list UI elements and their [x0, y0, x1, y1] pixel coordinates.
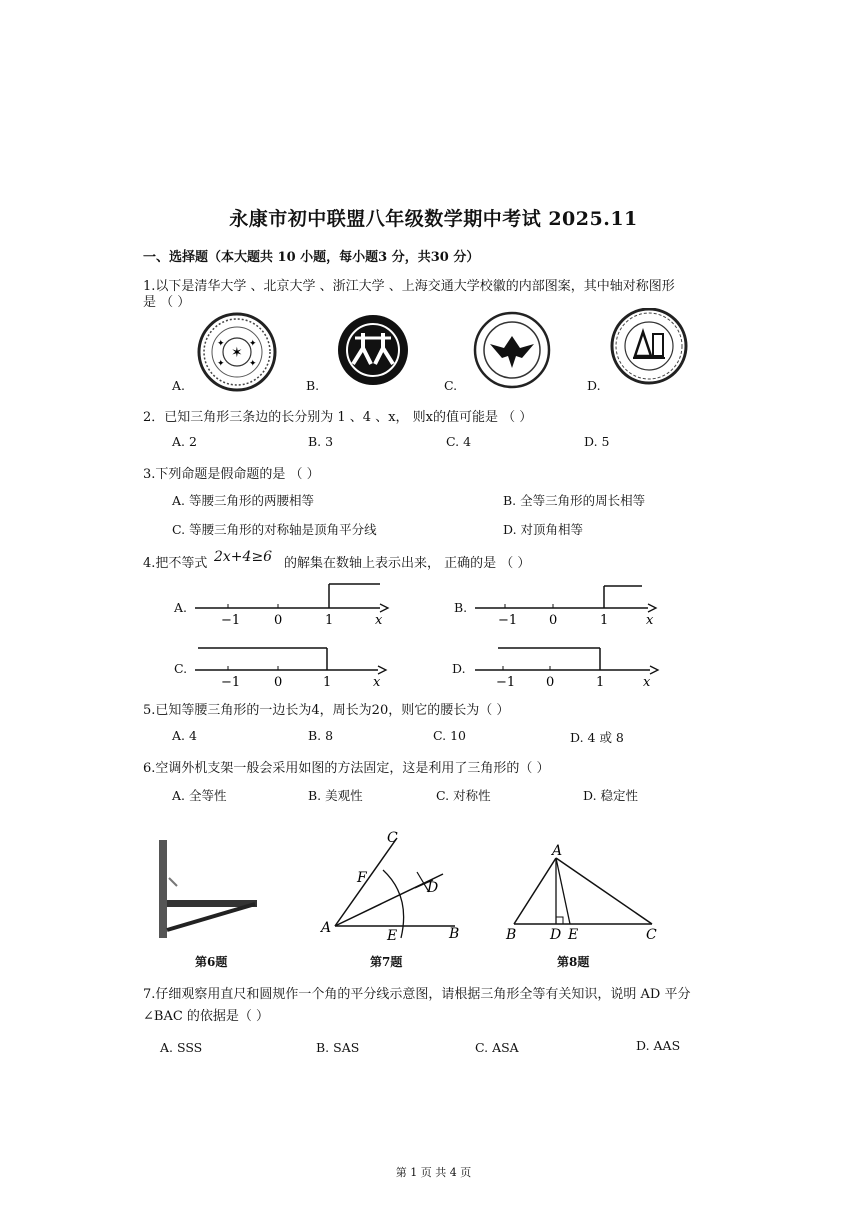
q2-option-b[interactable]: B. 3 — [308, 434, 334, 449]
label-f: F — [357, 870, 367, 886]
tick-label: −1 — [498, 613, 518, 628]
label-c: C — [646, 927, 657, 943]
q4-stem-start: 4.把不等式 — [143, 556, 208, 571]
q4-inequality: 2x+4≥6 — [214, 549, 273, 565]
q4-option-b[interactable]: B. — [454, 600, 468, 615]
zhejiang-logo-icon — [475, 313, 549, 387]
q2-option-d[interactable]: D. 5 — [584, 434, 610, 449]
q1-stem-line1: 1.以下是清华大学 、北京大学 、浙江大学 、上海交通大学校徽的内部图案，其中轴对称图形 — [143, 279, 675, 294]
svg-text:✦: ✦ — [217, 339, 225, 349]
label-c: C — [387, 830, 398, 846]
axis-var: x — [373, 675, 381, 690]
page-footer: 第 1 页 共 4 页 — [395, 1166, 472, 1179]
q7-stem-line2: ∠BAC 的依据是（ ） — [143, 1009, 270, 1024]
fig8-caption: 第8题 — [557, 955, 590, 969]
q4-numberline-d — [470, 640, 670, 690]
fig7-caption: 第7题 — [370, 955, 403, 969]
fig7-construction — [315, 826, 475, 941]
q4-numberline-c — [190, 640, 395, 690]
q6-option-a[interactable]: A. 全等性 — [172, 788, 227, 803]
q5-option-b[interactable]: B. 8 — [308, 728, 334, 743]
q4-option-c[interactable]: C. — [174, 661, 188, 676]
tick-label: 1 — [325, 613, 334, 628]
q2-option-c[interactable]: C. 4 — [446, 434, 472, 449]
q6-option-d[interactable]: D. 稳定性 — [583, 788, 639, 803]
q2-option-a[interactable]: A. 2 — [172, 434, 197, 449]
q7-option-c[interactable]: C. ASA — [475, 1040, 519, 1055]
exam-title: 永康市初中联盟八年级数学期中考试 2025.11 — [229, 208, 638, 230]
svg-text:✦: ✦ — [249, 359, 257, 369]
sjtu-logo-icon — [612, 309, 686, 383]
q3-option-b[interactable]: B. 全等三角形的周长相等 — [503, 493, 646, 508]
q4-option-a[interactable]: A. — [174, 600, 188, 615]
q4-numberline-a — [190, 578, 395, 628]
q7-option-d[interactable]: D. AAS — [636, 1038, 681, 1053]
q1-stem-line2: 是 （ ） — [143, 295, 191, 310]
tick-label: 0 — [274, 613, 283, 628]
tick-label: 0 — [549, 613, 558, 628]
q7-option-b[interactable]: B. SAS — [316, 1040, 360, 1055]
fig6-bracket — [155, 838, 265, 943]
tick-label: 0 — [546, 675, 555, 690]
svg-text:✶: ✶ — [231, 345, 243, 361]
q3-stem: 3.下列命题是假命题的是 （ ） — [143, 467, 320, 482]
tick-label: −1 — [221, 675, 241, 690]
q6-stem: 6.空调外机支架一般会采用如图的方法固定，这是利用了三角形的（ ） — [143, 761, 550, 776]
axis-var: x — [375, 613, 383, 628]
label-e: E — [387, 928, 398, 941]
q7-option-a[interactable]: A. SSS — [160, 1040, 203, 1055]
label-a: A — [321, 920, 332, 936]
tick-label: 1 — [600, 613, 609, 628]
q4-numberline-b — [470, 578, 670, 628]
tsinghua-logo-icon — [199, 314, 275, 390]
q3-option-c[interactable]: C. 等腰三角形的对称轴是顶角平分线 — [172, 522, 377, 537]
tick-label: 0 — [274, 675, 283, 690]
q1-option-c[interactable]: C. — [444, 378, 458, 393]
q6-option-c[interactable]: C. 对称性 — [436, 788, 491, 803]
fig6-caption: 第6题 — [195, 955, 228, 969]
svg-text:✦: ✦ — [217, 359, 225, 369]
label-e: E — [568, 927, 579, 943]
tick-label: 1 — [596, 675, 605, 690]
tick-label: −1 — [221, 613, 241, 628]
q3-option-a[interactable]: A. 等腰三角形的两腰相等 — [172, 493, 314, 508]
section-heading: 一、选择题（本大题共 10 小题，每小题3 分，共30 分） — [143, 250, 480, 265]
q4-stem-end: 的解集在数轴上表示出来， 正确的是 （ ） — [284, 556, 531, 571]
q4-option-d[interactable]: D. — [452, 661, 466, 676]
fig8-triangle — [500, 840, 670, 945]
axis-var: x — [643, 675, 651, 690]
q6-option-b[interactable]: B. 美观性 — [308, 788, 363, 803]
q2-stem: 2．已知三角形三条边的长分别为 1 、4 、x， 则x的值可能是 （ ） — [143, 410, 533, 425]
label-b: B — [449, 926, 460, 941]
label-d: D — [427, 880, 439, 896]
svg-text:✦: ✦ — [249, 339, 257, 349]
q5-option-c[interactable]: C. 10 — [433, 728, 466, 743]
label-b: B — [506, 927, 517, 943]
axis-var: x — [646, 613, 654, 628]
q3-option-d[interactable]: D. 对顶角相等 — [503, 522, 584, 537]
peking-logo-icon — [338, 315, 408, 385]
q1-option-a[interactable]: A. — [172, 378, 186, 393]
tick-label: −1 — [496, 675, 516, 690]
q5-stem: 5.已知等腰三角形的一边长为4，周长为20，则它的腰长为（ ） — [143, 703, 510, 718]
q1-option-b[interactable]: B. — [306, 378, 320, 393]
label-d: D — [550, 927, 562, 943]
q7-stem-line1: 7.仔细观察用直尺和圆规作一个角的平分线示意图，请根据三角形全等有关知识，说明 AD 平分 — [143, 987, 691, 1002]
tick-label: 1 — [323, 675, 332, 690]
q5-option-a[interactable]: A. 4 — [172, 728, 197, 743]
q5-option-d[interactable]: D. 4 或 8 — [570, 730, 624, 745]
q1-option-d[interactable]: D. — [587, 378, 601, 393]
label-a: A — [552, 843, 563, 859]
